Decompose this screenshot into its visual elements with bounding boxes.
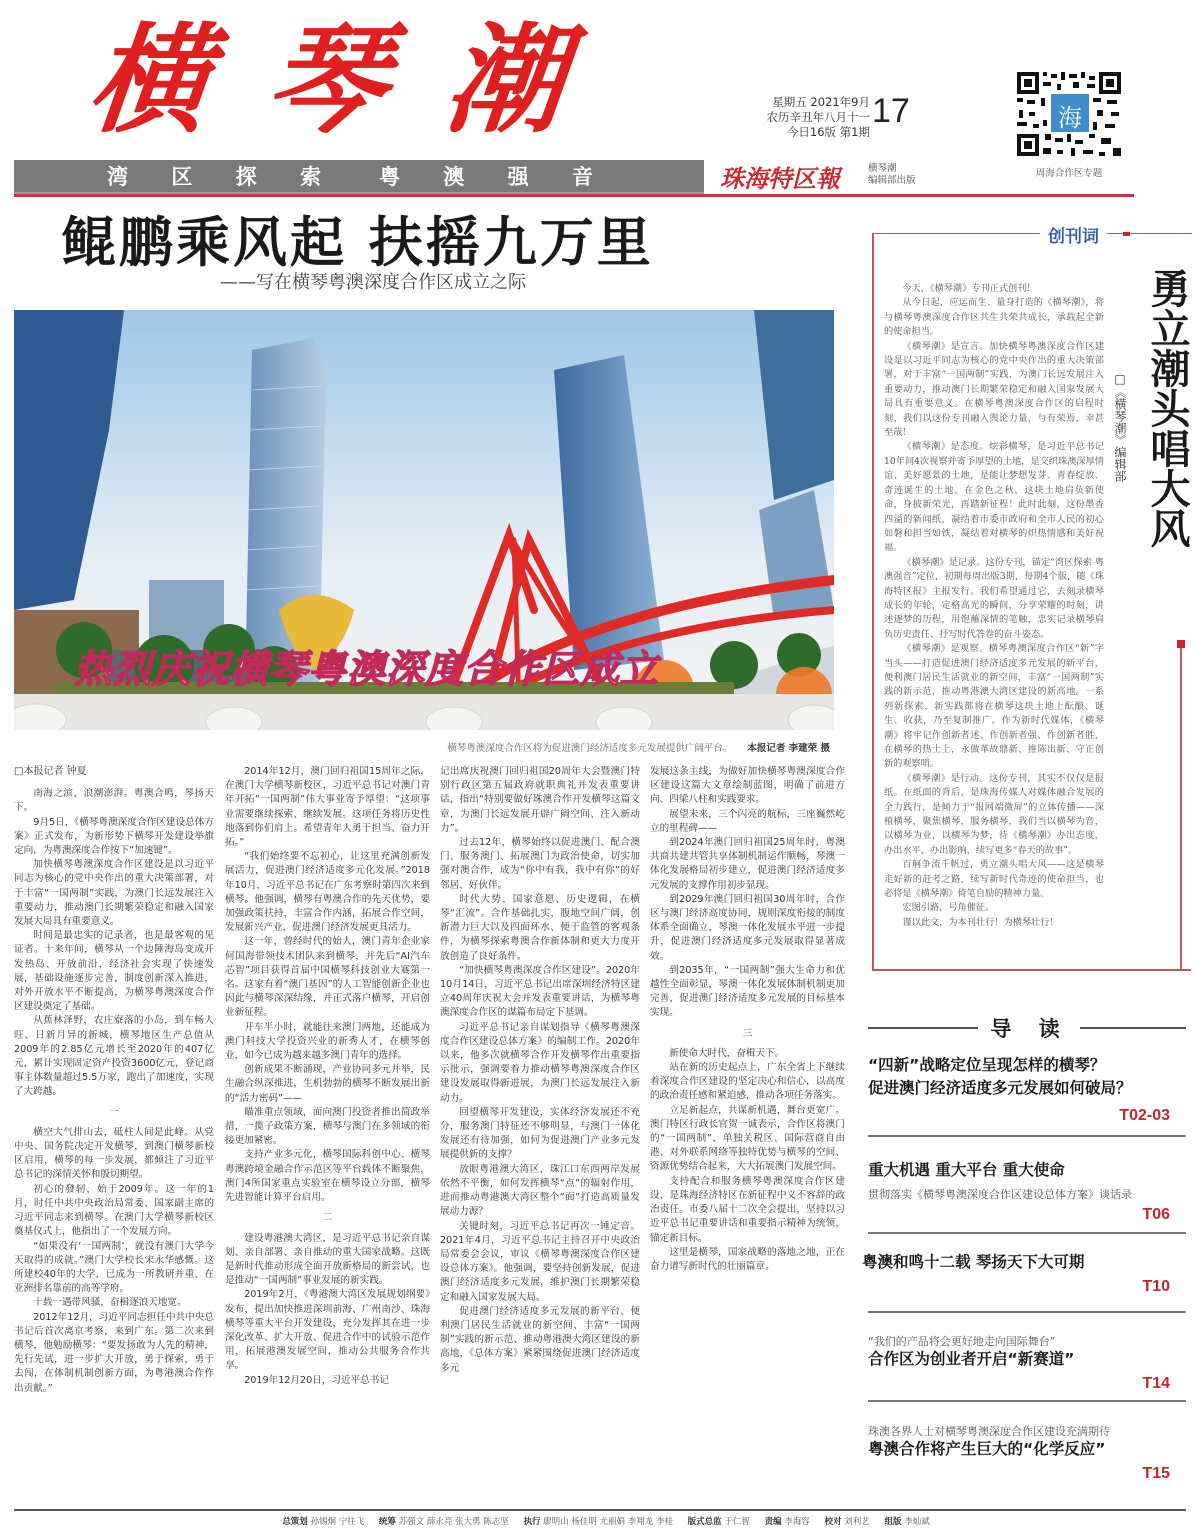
editorial-right-marker xyxy=(1177,640,1185,648)
credit-names: 李海容 xyxy=(784,1517,810,1527)
credit-names: 于仁智 xyxy=(724,1517,750,1527)
editorial-paragraph: 谨以此文，为本刊壮行！为横琴壮行！ xyxy=(902,916,1059,928)
article-paragraph: 记出席庆祝澳门回归祖国20周年大会暨澳门特别行政区第五届政府就职典礼并发表重要讲话，指出“特别要做好珠澳合作开发横琴这篇文章，为澳门长远发展开辟广阔空间、注入新动力”。 xyxy=(440,766,640,834)
dateline-weekday: 星期五 2021年9月 xyxy=(772,95,870,109)
guide-item-kicker: “我们的产品将会更好地走向国际舞台” xyxy=(868,1335,1056,1348)
editorial-paragraph: 《横琴潮》是观察。横琴粤澳深度合作区“新”字当头——打造促进澳门经济适度多元发展的新平台，便利澳门居民生活就业的新空间，丰富“一国两制”实践的新示范，推动粤港澳大湾区建设的新高地。一系列新探索、新实践都将在横琴这块土地上酝酿、诞生、收获，乃至复制推广。作为新时代媒体，《横琴潮》将牢记作创新者述、作创新者强、作创新者胜，在横琴的热土上，永做革故鼎新、推陈出新、守正创新的观察哨。 xyxy=(884,643,1104,770)
guide-item-title: 促进澳门经济适度多元发展如何破局？ xyxy=(868,1079,1132,1097)
guide-item-page: T14 xyxy=(1142,1375,1170,1392)
guide-item-title: 重大机遇 重大平台 重大使命 xyxy=(868,1161,1065,1179)
article-paragraph: 9月5日，《横琴粤澳深度合作区建设总体方案》正式发布，为新形势下横琴开发建设举旗定向，为粤澳深度合作按下“加速键”。 xyxy=(14,816,214,857)
article-paragraph: “如果没有‘一国两制’，就没有澳门大学今天取得的成就。”澳门大学校长宋永华感慨。这所建校40年的大学，已成为一所教研并重、在亚洲排名靠前的高等学府。 xyxy=(14,1240,214,1295)
footer-rule xyxy=(14,1509,1186,1511)
editorial-paragraph: 《横琴潮》是态度。炫彩横琴，是习近平总书记10年间4次视察并寄予厚望的土地，是交织珠澳深厚情谊、美好愿景的土地，是能让梦想发芽、青春绽放、奇迹诞生的土地。在金色之秋，这块土地肩负新使命，身披新荣光，再踏新征程！此时此刻，这份墨香四溢的新闻纸，凝结着市委市政府和全市人民的初心如磐和担当如铁，凝结着对横琴的炽热情感和美好祝福。 xyxy=(884,441,1104,554)
guide-item-title: 粤澳和鸣十二载 琴扬天下大可期 xyxy=(862,1253,1085,1271)
editorial-body xyxy=(884,282,1104,930)
guide-item-title: “四新”战略定位呈现怎样的横琴？ xyxy=(868,1056,1106,1074)
section-mark: 一 xyxy=(109,1106,119,1118)
guide-item[interactable] xyxy=(868,1160,1186,1230)
guide-item[interactable] xyxy=(868,1423,1186,1485)
editorial-paragraph: 宏图引路，号角催征。 xyxy=(902,902,995,914)
article-paragraph: 关键时刻，习近平总书记再次一锤定音。2021年4月，习近平总书记主持召开中央政治局常委会会议，审议《横琴粤澳深度合作区建设总体方案》。他强调，要坚持创新发展，促进澳门经济适度多元发展，维护澳门长期繁荣稳定和融入国家发展大局。 xyxy=(440,1220,640,1303)
guide-item-title: 粤澳合作将产生巨大的“化学反应” xyxy=(868,1440,1106,1458)
article-paragraph: 这一年，曾经时代的始人，澳门青年企业家何国海带领技术团队来到横琴，并先后“AI汽车芯智”项目获得首届中国横琴科技创业大赛第一名。这家有着“澳门基因”的人工智能创新企业也因此与横琴深深结缘，并正式落户横琴，开启创业新征程。 xyxy=(225,936,430,1019)
article-column-4 xyxy=(650,765,845,1485)
qr-code[interactable] xyxy=(1013,68,1125,160)
masthead-logo xyxy=(82,10,610,150)
guide-separator xyxy=(868,1311,1186,1313)
credit-names: 苏强文 薛永亮 张大勇 陈志坚 xyxy=(398,1517,509,1527)
lead-photo xyxy=(14,310,834,730)
article-paragraph: 从蕉林泽野，农庄寮落的小岛，到车畅人旺、日新月异的新城，横琴地区生产总值从2009年的2.85亿元增长至2020年的407亿元，累计实现固定资产投资3600亿元，登记商事主体数量超过5.5万家，跑出了加速度，实现了大跨越。 xyxy=(14,1015,214,1098)
credit-names: 孙锡炯 宁往飞 xyxy=(310,1517,365,1527)
guide-separator xyxy=(868,1400,1186,1402)
guide-item-page: T02-03 xyxy=(1119,1107,1170,1124)
article-paragraph: 支持配合和服务横琴粤澳深度合作区建设，是珠海经济特区在新征程中义不容辞的政治责任。市委八届十二次全会提出，坚持以习近平总书记重要讲话和重要指示精神为统领，锚定新目标。 xyxy=(650,1175,845,1244)
article-paragraph: 过去12年，横琴始终以促进澳门、配合澳门、服务澳门、拓展澳门为政治使命，切实加强对澳合作，成为“你中有我，我中有你”的好邻居、好伙伴。 xyxy=(440,837,640,891)
credit-role: 责编 xyxy=(764,1517,782,1527)
credit-role: 执行 xyxy=(523,1517,541,1527)
article-paragraph: 发展这条主线，为做好加快横琴粤澳深度合作区建设这篇大文章绘制蓝图，明确了前进方向、四梁八柱和实践要求。 xyxy=(650,766,845,806)
band-right: 粤 澳 强 音 xyxy=(379,164,611,189)
editorial-paragraph: 《横琴潮》是宣言。加快横琴粤澳深度合作区建设是以习近平同志为核心的党中央作出的重大决策部署，对于丰富“一国两制”实践，为澳门长远发展注入重要动力，推动澳门长期繁荣稳定和融入国家发展大局具有重要意义。在横琴粤澳深度合作区的启程时刻，我们以这份专刊融入舆论力量，与有荣焉，幸甚至哉！ xyxy=(884,340,1104,439)
editorial-paragraph: 百舸争流千帆过，勇立潮头唱大风——这是横琴走好新的赶考之路，续写新时代奇迹的使命担当，也必将是《横琴潮》倚笔自励的精神力量。 xyxy=(884,859,1104,900)
article-column-2 xyxy=(225,765,430,1485)
article-paragraph: 横空大气排山去，砥柱人间是此峰。从党中央、国务院决定开发横琴，到澳门横琴新校区启用，横琴的每一步发展，都倾注了习近平总书记的深情关怀和殷切期望。 xyxy=(14,1126,214,1181)
article-paragraph: 回望横琴开发建设，实体经济发展还不充分，服务澳门特征还不够明显，与澳门一体化发展还有待加强，如何为促进澳门产业多元发展提供新的支撑？ xyxy=(440,1106,640,1161)
editorial-right-rule xyxy=(1180,645,1182,969)
section-mark: 二 xyxy=(322,1212,333,1224)
guide-item-subtitle: 贯彻落实《横琴粤澳深度合作区建设总体方案》谈话录 xyxy=(868,1188,1132,1201)
article-paragraph: 促进澳门经济适度多元发展的新平台、便利澳门居民生活就业的新空间、丰富“一国两制”实践的新示范、推动粤港澳大湾区建设的新高地，《总体方案》紧紧围绕促进澳门经济适度多元 xyxy=(440,1305,640,1374)
article-paragraph: 2012年12月，习近平同志担任中共中央总书记后首次离京考察，来到广东。第二次来到横琴，他勉励横琴：“要发扬敢为人先的精神，先行先试，进一步扩大开放，勇于探索，勇于去闯，在体制机制创新方面，为粤港澳合作作出贡献。” xyxy=(14,1311,214,1394)
article-paragraph: 习近平总书记亲自谋划指导《横琴粤澳深度合作区建设总体方案》的编制工作。2020年以来，他多次就横琴合作开发横琴作出重要指示批示，强调要着力推动横琴粤澳深度合作区建设发展取得新进展，为澳门长远发展注入新动力。 xyxy=(440,1021,640,1104)
guide-separator xyxy=(868,1232,1186,1234)
article-paragraph: 十载一遇带风骚，奋楫逐浪天地宽。 xyxy=(33,1297,187,1309)
dateline-day: 17 xyxy=(872,92,910,130)
photo-credit: 本报记者 李建荣 摄 xyxy=(747,743,830,754)
article-paragraph: 时代大势、国家意愿、历史逻辑，在横琴“汇流”。合作基础扎实，腹地空间广阔，创新潜力巨大以及四面环水、便于监管的客观条件，为横琴探索粤澳合作新体制和更大力度开放创造了良好条件。 xyxy=(440,893,640,962)
editorial-paragraph: 《横琴潮》是记录。这份专刊，锚定“湾区探索 粤澳强音”定位，初期每周出版3期，每期4个版，随《珠海特区报》主报发行。我们希望通过它，去刻录横琴成长的年轮，定格高光的瞬间，分享荣耀的时刻，讲述逐梦的历程，用饱蘸深情的笔触，忠实记录横琴肩负历史责任、抒写时代答卷的奋斗姿态。 xyxy=(884,556,1104,640)
article-paragraph: 到2029年澳门回归祖国30周年时，合作区与澳门经济高度协同，规则深度衔接的制度体系全面确立，琴澳一体化发展水平进一步提升，促进澳门经济适度多元发展取得显著成效。 xyxy=(650,893,845,962)
credit-role: 统筹 xyxy=(378,1517,396,1527)
credit-names: 李灿斌 xyxy=(904,1517,930,1527)
editorial-label: 创刊词 xyxy=(1040,222,1107,247)
credits-footer xyxy=(14,1515,1186,1527)
editorial-author: □《横琴潮》编辑部 xyxy=(1113,372,1127,482)
masthead-char: 横 xyxy=(82,10,216,149)
subheadline: ——写在横琴粤澳深度合作区成立之际 xyxy=(220,272,526,293)
publisher-line1: 横琴潮 xyxy=(868,163,897,174)
credit-names: 廖明山 杨佳明 尤丽娟 李翔龙 李桂 xyxy=(543,1517,673,1527)
editorial-title: 勇立潮头唱大风 xyxy=(1144,268,1191,548)
editorial-paragraph: 从今日起，应运而生、量身打造的《横琴潮》，将与横琴粤澳深度合作区共生共荣共成长，承载起全新的使命担当。 xyxy=(884,297,1104,338)
photo-caption-text: 横琴粤澳深度合作区将为促进澳门经济适度多元发展提供广阔平台。 xyxy=(447,743,733,754)
credit-role: 校对 xyxy=(824,1517,842,1527)
editorial-paragraph: 今天，《横琴潮》专刊正式创刊！ xyxy=(902,283,1036,294)
guide-item-page: T10 xyxy=(1142,1278,1170,1295)
article-paragraph: 创新成果不断涌现，产业协同多元并举，民生融合纵深推进，生机勃勃的横琴不断发展出新的“活力密码”—— xyxy=(225,1064,430,1104)
section-band xyxy=(14,160,704,192)
photo-banner-text: 热烈庆祝横琴粤澳深度合作区成立 xyxy=(74,646,660,691)
article-paragraph: 2019年2月，《粤港澳大湾区发展规划纲要》发布，提出加快推进深圳前海、广州南沙、珠海横琴等重大平台开发建设，充分发挥其在进一步深化改革、扩大开放、促进合作中的试验示范作用，拓展港澳发展空间，推动公共服务合作共享。 xyxy=(225,1289,430,1372)
band-left: 湾 区 探 索 xyxy=(107,164,339,189)
article-paragraph: 这里是横琴，国家战略的落地之地，正在奋力谱写新时代的壮丽篇章。 xyxy=(650,1246,845,1272)
article-paragraph: 支持产业多元化，横琴国际科创中心、横琴粤澳跨境金融合作示范区等平台载体不断聚焦，澳门4所国家重点实验室在横琴设立分部，横琴先进智能计算平台启用。 xyxy=(225,1149,430,1204)
article-paragraph: 2019年12月20日，习近平总书记 xyxy=(244,1374,389,1386)
guide-item[interactable] xyxy=(862,1252,1186,1302)
credit-role: 总策划 xyxy=(282,1517,308,1527)
article-paragraph: 到2024年澳门回归祖国25周年时，粤澳共商共建共管共享体制机制运作顺畅，琴澳一体化发展格局初步建立，促进澳门经济适度多元发展的支撑作用初步显现。 xyxy=(650,837,845,891)
publisher-logo: 珠海特区報 xyxy=(720,164,840,193)
article-column-3 xyxy=(440,765,640,1485)
guide-item[interactable] xyxy=(868,1055,1186,1131)
article-paragraph: “加快横琴粤澳深度合作区建设”。2020年10月14日，习近平总书记出席深圳经济特区建立40周年庆祝大会并发表重要讲话，为横琴粤澳深度合作区的谋篇布局定下基调。 xyxy=(440,964,640,1019)
article-paragraph: 瞄准重点领域，面向澳门投资者推出简政举措，一揽子政策方案，横琴与澳门在多领域的衔接更加紧密。 xyxy=(225,1106,430,1147)
article-paragraph: 时间是最忠实的记录者，也是最客观的见证者。十来年间，横琴从一个边陲海岛变成开发热岛、开放前沿，经济社会实现了快速发展，基础设施逐步完善，制度创新深入推进，对外开放水平不断提高，为横琴粤澳深度合作区建设奠定了基础。 xyxy=(14,930,214,1013)
guide-item-page: T06 xyxy=(1142,1206,1170,1223)
photo-caption xyxy=(380,740,830,754)
credit-role: 组版 xyxy=(884,1517,902,1527)
article-paragraph: 放眼粤港澳大湾区，珠江口东西两岸发展依然不平衡，如何发挥横琴“点”的辐射作用，进而推动粤港澳大湾区整个“面”打造高质量发展动力源？ xyxy=(440,1163,640,1218)
qr-caption: 周海合作区专题 xyxy=(1035,168,1103,179)
guide-item-kicker: 珠澳各界人士对横琴粤澳深度合作区建设充满期待 xyxy=(868,1425,1110,1438)
article-paragraph: 站在新的历史起点上，广东全省上下继续着深度合作区建设的坚定决心和信心，以高度的政治责任感和紧迫感，推动各项任务落实。 xyxy=(650,1062,845,1102)
article-paragraph: 新使命大时代，奋楫天下。 xyxy=(669,1047,785,1059)
guide-item-page: T15 xyxy=(1142,1465,1170,1482)
dateline-lunar: 农历辛丑年八月十一 xyxy=(766,110,870,124)
article-paragraph: 到2035年，“一国两制”强大生命力和优越性全面彰显，琴澳一体化发展体制机制更加完善，促进澳门经济适度多元发展的目标基本实现。 xyxy=(650,964,845,1019)
editorial-paragraph: 《横琴潮》是行动。这份专刊，其实不仅仅是报纸。在纸面的背后，是珠海传媒人对媒体融合发展的全力践行，是倾力于“报网端微屏”的立体传播——深植横琴，聚焦横琴，服务横琴，我们当以横琴为音，以横琴为业，以横琴为梦，待《横琴潮》办出态度，办出水平，办出影响，续写更多“春天的故事”。 xyxy=(884,772,1104,856)
masthead-char: 琴 xyxy=(260,10,394,149)
masthead-char: 潮 xyxy=(438,10,572,149)
credit-role: 版式总监 xyxy=(687,1517,722,1527)
header-red-rule xyxy=(14,194,1134,197)
article-paragraph: 立足新起点，共谋新机遇，舞台更宽广。澳门特区行政长官贺一诚表示，合作区将澳门的“一国两制”、单独关税区、国际营商自由港、对外联系网络等独特优势与横琴的空间、资源优势结合起来，大大拓展澳门发展空间。 xyxy=(650,1104,845,1173)
publisher-line2: 编辑部出版 xyxy=(868,175,916,186)
guide-item[interactable] xyxy=(868,1333,1186,1395)
headline: 鲲鹏乘风起 扶摇九万里 xyxy=(62,210,654,274)
article-byline: □本报记者 钟夏 xyxy=(14,766,87,777)
article-paragraph: 南海之滨，浪潮澎湃。粤澳合鸣，琴扬天下。 xyxy=(14,788,214,814)
credit-names: 刘利艺 xyxy=(844,1517,870,1527)
article-paragraph: 2014年12月，澳门回归祖国15周年之际，在澳门大学横琴新校区，习近平总书记对澳门青年开拓“一国两制”伟大事业寄予厚望：“这项事业需要继续探索、继续发展。这项任务将历史性地落到你们肩上。希望青年人勇于担当、奋力开拓。” xyxy=(225,766,430,849)
article-paragraph: 初心的發轫，始于2009年。这一年的1月，时任中共中央政治局常委、国家副主席的习近平同志来到横琴。在澳门大学横琴新校区奠基仪式上，他指出了一个发展方向。 xyxy=(14,1183,214,1238)
publisher-note xyxy=(868,163,916,187)
article-paragraph: 开车半小时，就能往来澳门两地，还能成为澳门科技大学投资兴业的新秀人才，在横琴创业，如今已成为越来越多澳门青年的选择。 xyxy=(225,1021,430,1062)
dateline xyxy=(735,95,870,140)
guide-title: 导 读 xyxy=(990,1017,1070,1041)
article-paragraph: 加快横琴粤澳深度合作区建设是以习近平同志为核心的党中央作出的重大决策部署，对于丰富“一国两制”实践，为澳门长远发展注入重要动力，推动澳门长期繁荣稳定和融入国家发展大局具有重要意义。 xyxy=(14,859,214,928)
editorial-top-rule xyxy=(872,233,1192,234)
article-paragraph: 建设粤港澳大湾区，是习近平总书记亲自谋划、亲自部署、亲自推动的重大国家战略。这既是新时代推动形成全面开放新格局的新尝试，也是推动“一国两制”事业发展的新实践。 xyxy=(225,1232,430,1287)
article-paragraph: 展望未来，三个闪亮的航标，三座巍然屹立的里程碑—— xyxy=(650,808,845,834)
editorial-label-marker xyxy=(1123,232,1130,236)
guide-separator xyxy=(868,1135,1186,1137)
dateline-edition: 今日16版 第1期 xyxy=(786,125,870,139)
article-paragraph: “我们始终要不忘初心，让这里充满创新发展活力，促进澳门经济适度多元化发展。”2018年10月，习近平总书记在广东考察时第四次来到横琴。他强调，横琴有粤澳合作的先天优势，要加强政策扶持，丰富合作内涵，拓展合作空间，发展新兴产业，促进澳门经济发展更具活力。 xyxy=(225,851,430,934)
section-mark: 三 xyxy=(742,1027,753,1039)
qr-center-glyph: 海 xyxy=(1058,104,1082,132)
article-column-1 xyxy=(14,765,214,1485)
guide-item-title: 合作区为创业者开启“新赛道” xyxy=(868,1350,1075,1368)
